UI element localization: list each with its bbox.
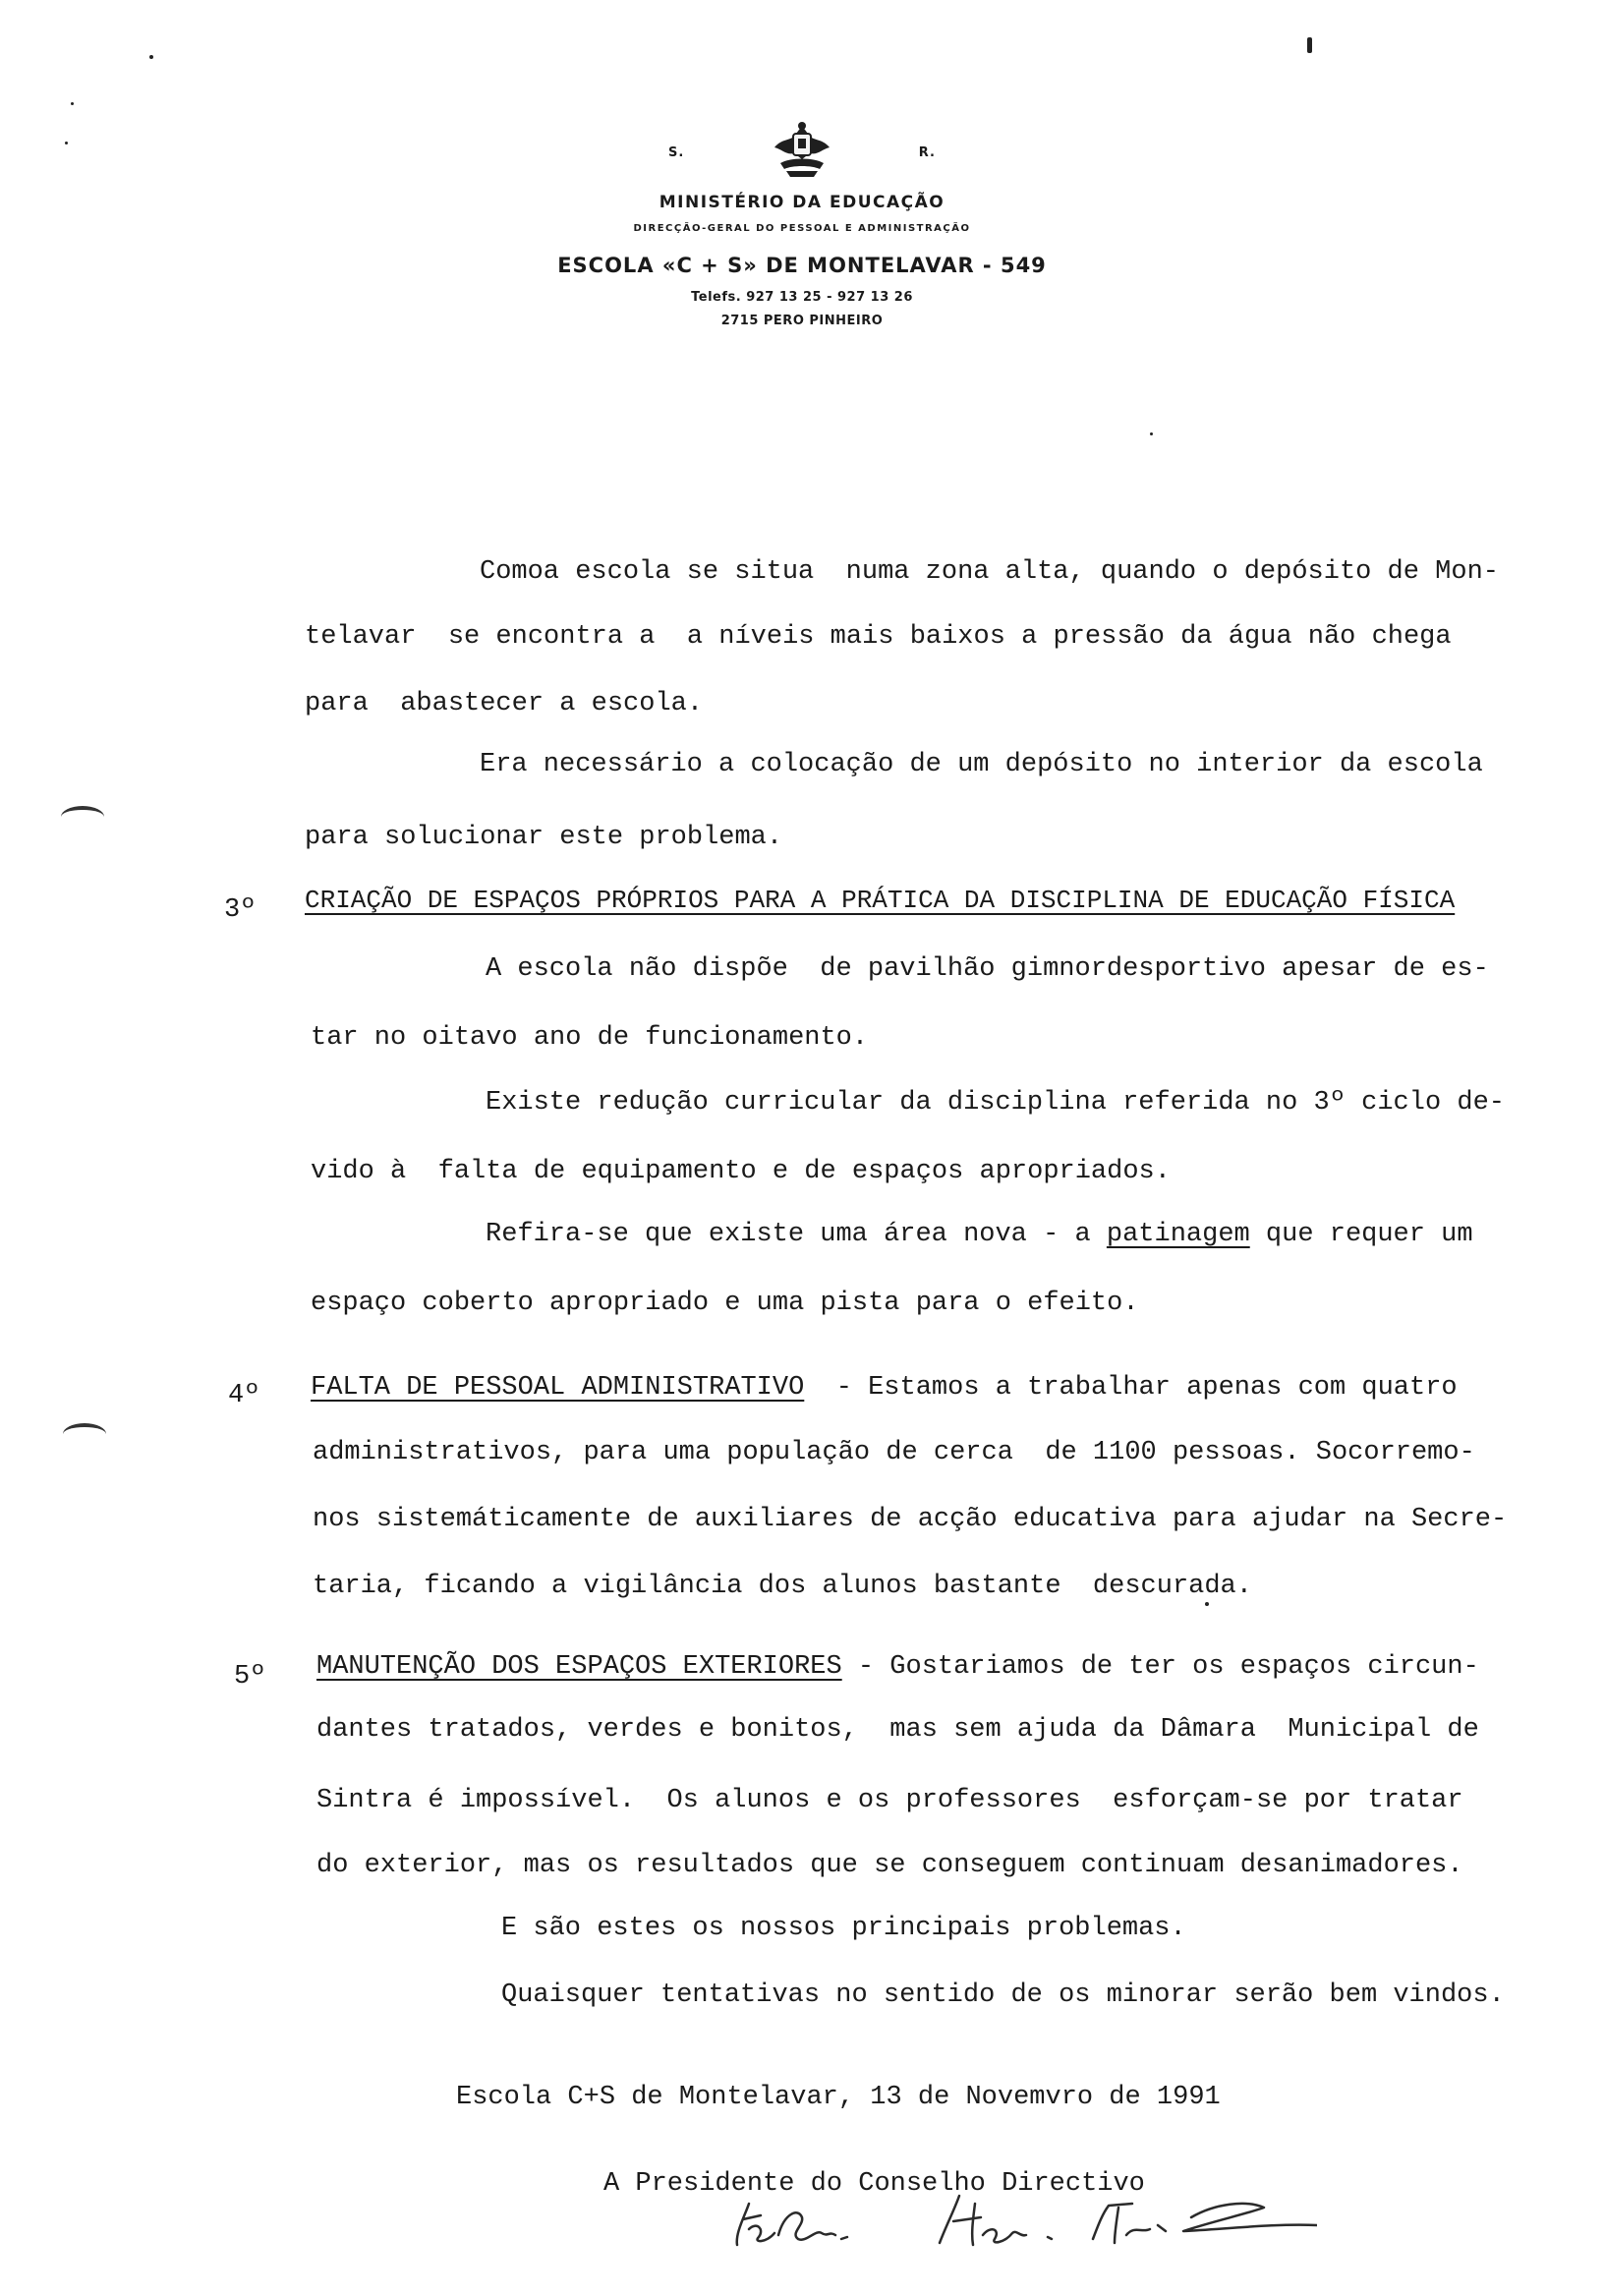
handwritten-signature: [688, 2174, 1317, 2272]
punch-hole-bottom: [63, 1423, 106, 1445]
school-address: 2715 PERO PINHEIRO: [720, 314, 884, 328]
underlined-term: patinagem: [1106, 1220, 1250, 1249]
section-heading: CRIAÇÃO DE ESPAÇOS PRÓPRIOS PARA A PRÁTICA DA DISCIPLINA DE EDUCAÇÃO FÍSICA: [305, 886, 1456, 915]
section-number: 4º: [228, 1381, 260, 1410]
school-name: ESCOLA «C + S» DE MONTELAVAR - 549: [557, 254, 1047, 277]
place-date: Escola C+S de Montelavar, 13 de Novemvro de 1991: [456, 2083, 1221, 2112]
body-line: espaço coberto apropriado e uma pista para o efeito.: [311, 1289, 1139, 1318]
body-text: - Estamos a trabalhar apenas com quatro: [804, 1373, 1458, 1403]
section-number: 3º: [224, 895, 257, 925]
section-lead-line: [316, 1651, 1479, 1683]
section-lead-line: [311, 1372, 1458, 1404]
body-line: administrativos, para uma população de cerca de 1100 pessoas. Socorremo-: [313, 1438, 1475, 1467]
body-line: para solucionar este problema.: [305, 823, 783, 852]
closing-line: E são estes os nossos principais problemas.: [501, 1914, 1186, 1943]
section-heading: FALTA DE PESSOAL ADMINISTRATIVO: [311, 1373, 805, 1403]
body-line: para abastecer a escola.: [305, 689, 704, 718]
body-line: tar no oitavo ano de funcionamento.: [311, 1023, 869, 1053]
header-initial-right: R.: [918, 145, 936, 160]
body-line: do exterior, mas os resultados que se conseguem continuam desanimadores.: [316, 1851, 1463, 1880]
header-initials: [668, 145, 936, 160]
body-line: telavar se encontra a a níveis mais baixos a pressão da água não chega: [305, 622, 1452, 652]
body-line: [486, 1219, 1473, 1250]
body-line: Sintra é impossível. Os alunos e os professores esforçam-se por tratar: [316, 1786, 1463, 1815]
closing-line: Quaisquer tentativas no sentido de os minorar serão bem vindos.: [501, 1980, 1505, 2010]
ministry-name: MINISTÉRIO DA EDUCAÇÃO: [659, 193, 945, 212]
body-line: nos sistemáticamente de auxiliares de acção educativa para ajudar na Secre-: [313, 1505, 1508, 1534]
body-line: vido à falta de equipamento e de espaços apropriados.: [311, 1157, 1171, 1186]
body-line: Comoa escola se situa numa zona alta, quando o depósito de Mon-: [480, 557, 1499, 587]
body-line: dantes tratados, verdes e bonitos, mas sem ajuda da Dâmara Municipal de: [316, 1715, 1479, 1745]
body-line: A escola não dispõe de pavilhão gimnordesportivo apesar de es-: [486, 954, 1489, 984]
body-line: Existe redução curricular da disciplina referida no 3º ciclo de-: [486, 1088, 1505, 1118]
punch-hole-top: [61, 806, 104, 828]
body-line: Era necessário a colocação de um depósito no interior da escola: [480, 750, 1483, 779]
body-line: taria, ficando a vigilância dos alunos bastante descurada.: [313, 1572, 1252, 1601]
body-text: que requer um: [1249, 1220, 1473, 1249]
directorate-name: DIRECÇÃO-GERAL DO PESSOAL E ADMINISTRAÇÃO: [633, 223, 971, 234]
body-text: - Gostariamos de ter os espaços circun-: [841, 1652, 1479, 1682]
body-text: Refira-se que existe uma área nova - a: [486, 1220, 1107, 1249]
header-initial-left: S.: [668, 145, 685, 160]
section-number: 5º: [234, 1662, 266, 1692]
section-heading: MANUTENÇÃO DOS ESPAÇOS EXTERIORES: [316, 1652, 842, 1682]
signatory-title: A Presidente do Conselho Directivo: [603, 2169, 1145, 2199]
school-phones: Telefs. 927 13 25 - 927 13 26: [691, 290, 913, 305]
